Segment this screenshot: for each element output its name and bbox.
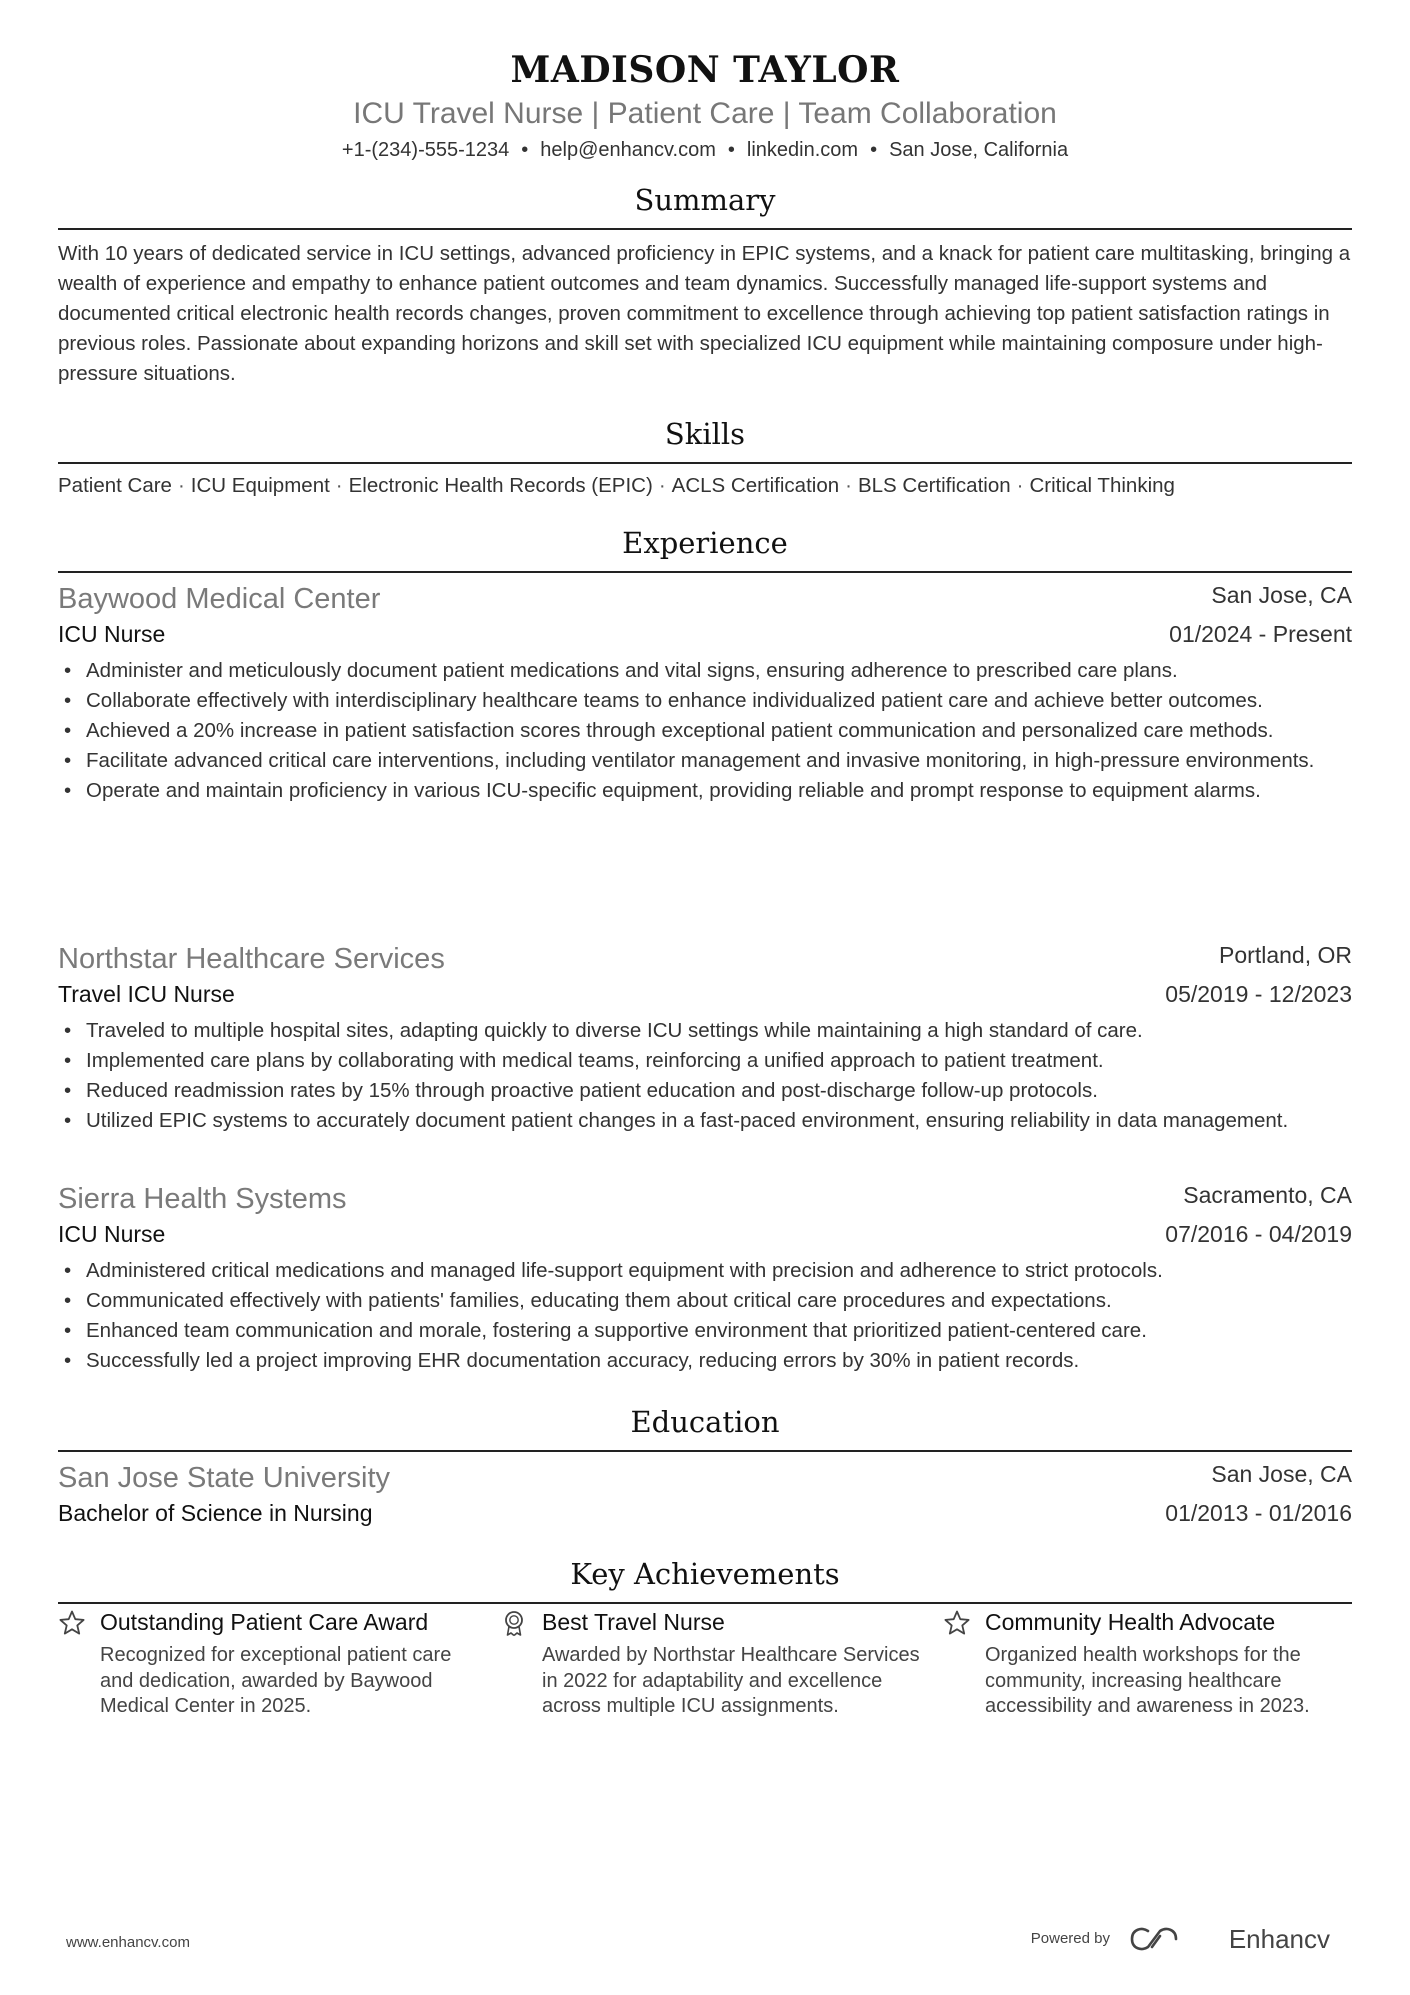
education-dates: 01/2013 - 01/2016 [1165,1500,1352,1526]
summary-text: With 10 years of dedicated service in ICU settings, advanced proficiency in EPIC systems, and a knack for patient care multitasking, bringing a wealth of experience and empathy to enhance patient outcomes and team dynamics. Successfully managed life-support systems and documented critical electronic health records changes, proven commitment to excellence through achieving top patient satisfaction ratings in previous roles. Passionate about expanding horizons and skill set with specialized ICU equipment while maintaining composure under high-pressure situations. [58,242,1351,385]
contact-phone: +1-(234)-555-1234 [341,139,510,161]
education-degree: Bachelor of Science in Nursing [58,1500,373,1526]
skill-item: Critical Thinking [1029,474,1175,497]
contact-linkedin[interactable]: linkedin.com [746,139,859,161]
job-company: Northstar Healthcare Services [58,943,445,975]
enhancv-logo-icon [1128,1924,1180,1954]
footer-website[interactable]: www.enhancv.com [66,1934,190,1951]
job-bullet: • Enhanced team communication and morale, fostering a supportive environment that prioritized patient-centered care. [58,1316,1352,1346]
candidate-tagline: ICU Travel Nurse | Patient Care | Team Collaboration [353,97,1057,130]
candidate-name: MADISON TAYLOR [510,49,900,91]
section-title-achievements: Key Achievements [570,1557,840,1591]
job-bullet: • Achieved a 20% increase in patient satisfaction scores through exceptional patient communication and personalized care methods. [58,716,1352,746]
footer-powered-by: Powered by [1030,1930,1110,1947]
skill-separator: · [177,474,185,497]
contact-location: San Jose, California [889,139,1069,161]
achievement-desc: Organized health workshops for the community, increasing healthcare accessibility and awareness in 2023. [985,1644,1310,1717]
section-divider [58,1602,1352,1604]
skill-item: Electronic Health Records (EPIC) [348,474,653,497]
resume-header [0,48,1410,164]
job-location: Portland, OR [1219,942,1352,968]
star-icon [58,1609,86,1637]
section-title-education: Education [630,1405,780,1439]
skill-item: ACLS Certification [671,474,840,497]
job-role: ICU Nurse [58,621,166,647]
award-ribbon-icon [500,1609,528,1637]
job-bullet: • Reduced readmission rates by 15% through proactive patient education and post-discharge follow-up protocols. [58,1076,1352,1106]
skills-list [58,471,1352,501]
section-title-skills: Skills [664,417,746,451]
job-bullets [58,1016,1352,1136]
job-dates: 05/2019 - 12/2023 [1165,981,1352,1007]
contact-line [0,136,1410,164]
achievement-title: Outstanding Patient Care Award [100,1609,429,1635]
section-divider [58,571,1352,573]
job-subheader [58,1217,1352,1251]
job-subheader [58,617,1352,651]
section-title-experience: Experience [622,526,788,560]
job-bullet: • Utilized EPIC systems to accurately document patient changes in a fast-paced environment, ensuring reliability in data management. [58,1106,1352,1136]
job-company: Sierra Health Systems [58,1183,347,1215]
education-header [58,1461,1352,1495]
job-role: Travel ICU Nurse [58,981,235,1007]
job-bullet: • Facilitate advanced critical care interventions, including ventilator management and invasive monitoring, in high-pressure environments. [58,746,1352,776]
job-bullet: • Successfully led a project improving EHR documentation accuracy, reducing errors by 30% in patient records. [58,1346,1352,1376]
job-dates: 01/2024 - Present [1169,621,1352,647]
skill-separator: · [658,474,666,497]
job-bullet: • Traveled to multiple hospital sites, adapting quickly to diverse ICU settings while maintaining a high standard of care. [58,1016,1352,1046]
footer-branding [930,1922,1330,1958]
skill-item: ICU Equipment [190,474,330,497]
job-role: ICU Nurse [58,1221,166,1247]
star-icon [943,1609,971,1637]
job-bullets [58,1256,1352,1376]
job-dates: 07/2016 - 04/2019 [1165,1221,1352,1247]
education-subheader [58,1496,1352,1530]
job-company: Baywood Medical Center [58,583,381,615]
skill-separator: · [845,474,852,497]
job-bullets [58,656,1352,806]
section-title-summary: Summary [634,183,776,217]
job-bullet: • Communicated effectively with patients' families, educating them about critical care procedures and expectations. [58,1286,1352,1316]
job-bullet: • Administer and meticulously document patient medications and vital signs, ensuring adherence to prescribed care plans. [58,656,1352,686]
section-divider [58,228,1352,230]
contact-separator: • [727,139,735,161]
section-divider [58,462,1352,464]
job-header [58,582,1352,616]
contact-separator: • [870,139,878,161]
contact-separator: • [521,139,529,161]
job-bullet: • Administered critical medications and managed life-support equipment with precision and adherence to strict protocols. [58,1256,1352,1286]
footer-brand[interactable]: Enhancv [1228,1924,1330,1954]
job-header [58,1182,1352,1216]
achievement-title: Best Travel Nurse [542,1609,725,1635]
achievement-desc: Awarded by Northstar Healthcare Services in 2022 for adaptability and excellence across multiple ICU assignments. [542,1644,920,1717]
job-location: Sacramento, CA [1183,1182,1352,1208]
skill-item: Patient Care [58,474,172,497]
section-divider [58,1450,1352,1452]
skill-separator: · [335,474,343,497]
achievement-desc: Recognized for exceptional patient care and dedication, awarded by Baywood Medical Center in 2025. [100,1644,452,1717]
skill-item: BLS Certification [857,474,1011,497]
job-location: San Jose, CA [1211,582,1352,608]
education-location: San Jose, CA [1211,1461,1352,1487]
job-bullet: • Implemented care plans by collaborating with medical teams, reinforcing a unified approach to patient treatment. [58,1046,1352,1076]
job-header [58,942,1352,976]
job-subheader [58,977,1352,1011]
job-bullet: • Collaborate effectively with interdisciplinary healthcare teams to enhance individualized patient care and achieve better outcomes. [58,686,1352,716]
contact-email[interactable]: help@enhancv.com [540,139,716,161]
job-bullet: • Operate and maintain proficiency in various ICU-specific equipment, providing reliable and prompt response to equipment alarms. [58,776,1352,806]
achievement-title: Community Health Advocate [985,1609,1276,1635]
education-school: San Jose State University [58,1462,391,1494]
skill-separator: · [1016,474,1024,497]
